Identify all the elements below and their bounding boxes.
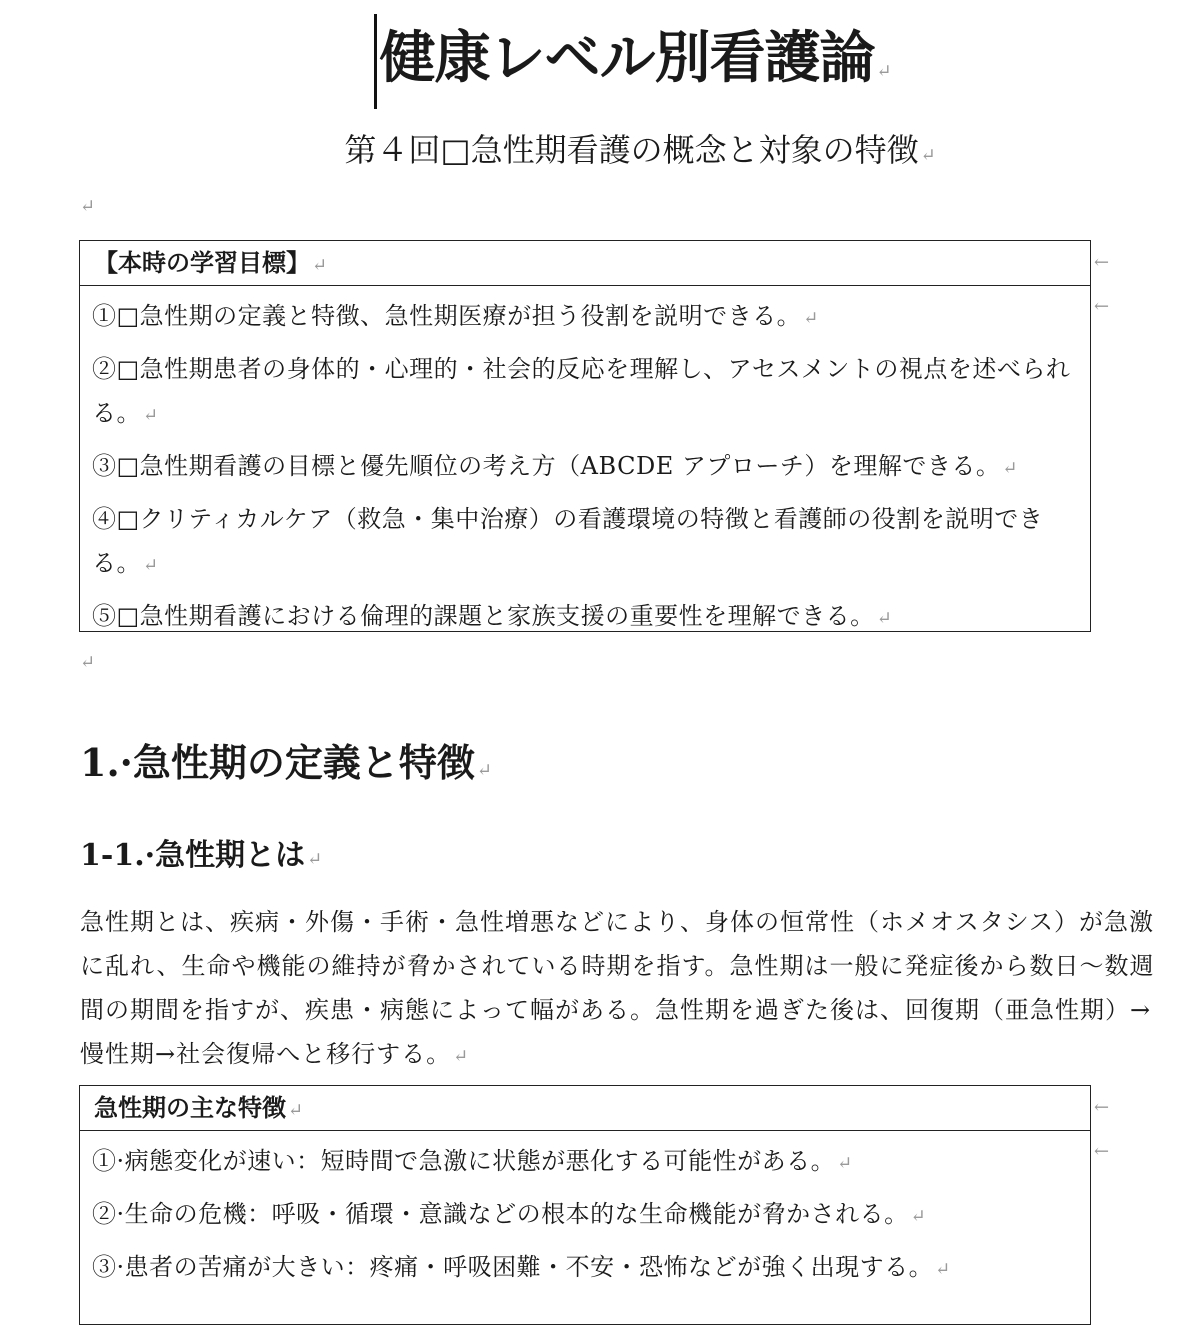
cell-end-mark-icon <box>1094 1141 1109 1162</box>
paragraph-mark-icon <box>143 555 159 576</box>
objective-item-3[interactable]: ③□急性期看護の目標と優先順位の考え方（ABCDE アプローチ）を理解できる。 ↵ <box>92 444 1080 491</box>
features-box-body[interactable] <box>80 1131 1090 1304</box>
paragraph-mark-icon <box>307 849 322 870</box>
paragraph-mark-icon <box>837 1153 853 1174</box>
paragraph-mark-icon <box>911 1206 927 1227</box>
paragraph-mark-icon <box>803 308 819 329</box>
body-paragraph[interactable]: 急性期とは、疾病・外傷・手術・急性増悪などにより、身体の恒常性（ホメオスタシス）が急激に乱れ、生命や機能の維持が脅かされている時期を指す。急性期は一般に発症後から数日〜数週間の期間を指すが、疾患・病態によって幅がある。急性期を過ぎた後は、回復期（亜急性期）→慢性期→社会復帰へと移行する。 ↵ <box>80 900 1172 1079</box>
empty-paragraph[interactable] <box>78 196 95 217</box>
objective-item-1[interactable]: ①□急性期の定義と特徴、急性期医療が担う役割を説明できる。 ↵ <box>92 294 1080 341</box>
paragraph-mark-icon <box>921 145 936 166</box>
objective-item-5[interactable]: ⑤□急性期看護における倫理的課題と家族支援の重要性を理解できる。 ↵ <box>92 594 1080 641</box>
cell-end-mark-icon <box>1094 296 1109 317</box>
paragraph-mark-icon <box>80 196 95 217</box>
paragraph-mark-icon <box>1002 458 1018 479</box>
paragraph-mark-icon <box>143 405 159 426</box>
cell-end-mark-icon <box>1094 1097 1109 1118</box>
objectives-box[interactable] <box>79 240 1091 632</box>
paragraph-mark-icon <box>935 1259 951 1280</box>
objective-item-4[interactable]: ④□クリティカルケア（救急・集中治療）の看護環境の特徴と看護師の役割を説明できる。 ↵ <box>92 497 1080 588</box>
cell-end-mark-icon <box>1094 252 1109 273</box>
subsection-heading[interactable]: 1-1.·急性期とは ↵ <box>80 834 322 882</box>
features-box-heading[interactable]: 急性期の主な特徴 ↵ <box>80 1086 1090 1131</box>
feature-item-3[interactable]: ③·患者の苦痛が大きい：疼痛・呼吸困難・不安・恐怖などが強く出現する。 ↵ <box>92 1245 1080 1292</box>
objective-item-2[interactable]: ②□急性期患者の身体的・心理的・社会的反応を理解し、アセスメントの視点を述べられる。 ↵ <box>92 347 1080 438</box>
paragraph-mark-icon <box>876 61 890 82</box>
objectives-box-heading[interactable]: 【本時の学習目標】 ↵ <box>80 241 1090 286</box>
section-heading[interactable]: 1.·急性期の定義と特徴 ↵ <box>80 736 492 798</box>
feature-item-1[interactable]: ①·病態変化が速い：短時間で急激に状態が悪化する可能性がある。 ↵ <box>92 1139 1080 1186</box>
document-title[interactable]: 健康レベル別看護論 ↵ <box>0 22 1200 108</box>
paragraph-mark-icon <box>80 652 95 673</box>
features-box[interactable] <box>79 1085 1091 1325</box>
document-subtitle[interactable]: 第４回□急性期看護の概念と対象の特徴 ↵ <box>0 126 1200 180</box>
objectives-box-body[interactable] <box>80 286 1090 653</box>
paragraph-mark-icon <box>877 608 893 629</box>
empty-paragraph[interactable] <box>78 652 95 673</box>
paragraph-mark-icon <box>477 760 492 781</box>
feature-item-2[interactable]: ②·生命の危機：呼吸・循環・意識などの根本的な生命機能が脅かされる。 ↵ <box>92 1192 1080 1239</box>
paragraph-mark-icon <box>312 255 327 276</box>
paragraph-mark-icon <box>453 1046 469 1067</box>
paragraph-mark-icon <box>288 1100 303 1121</box>
